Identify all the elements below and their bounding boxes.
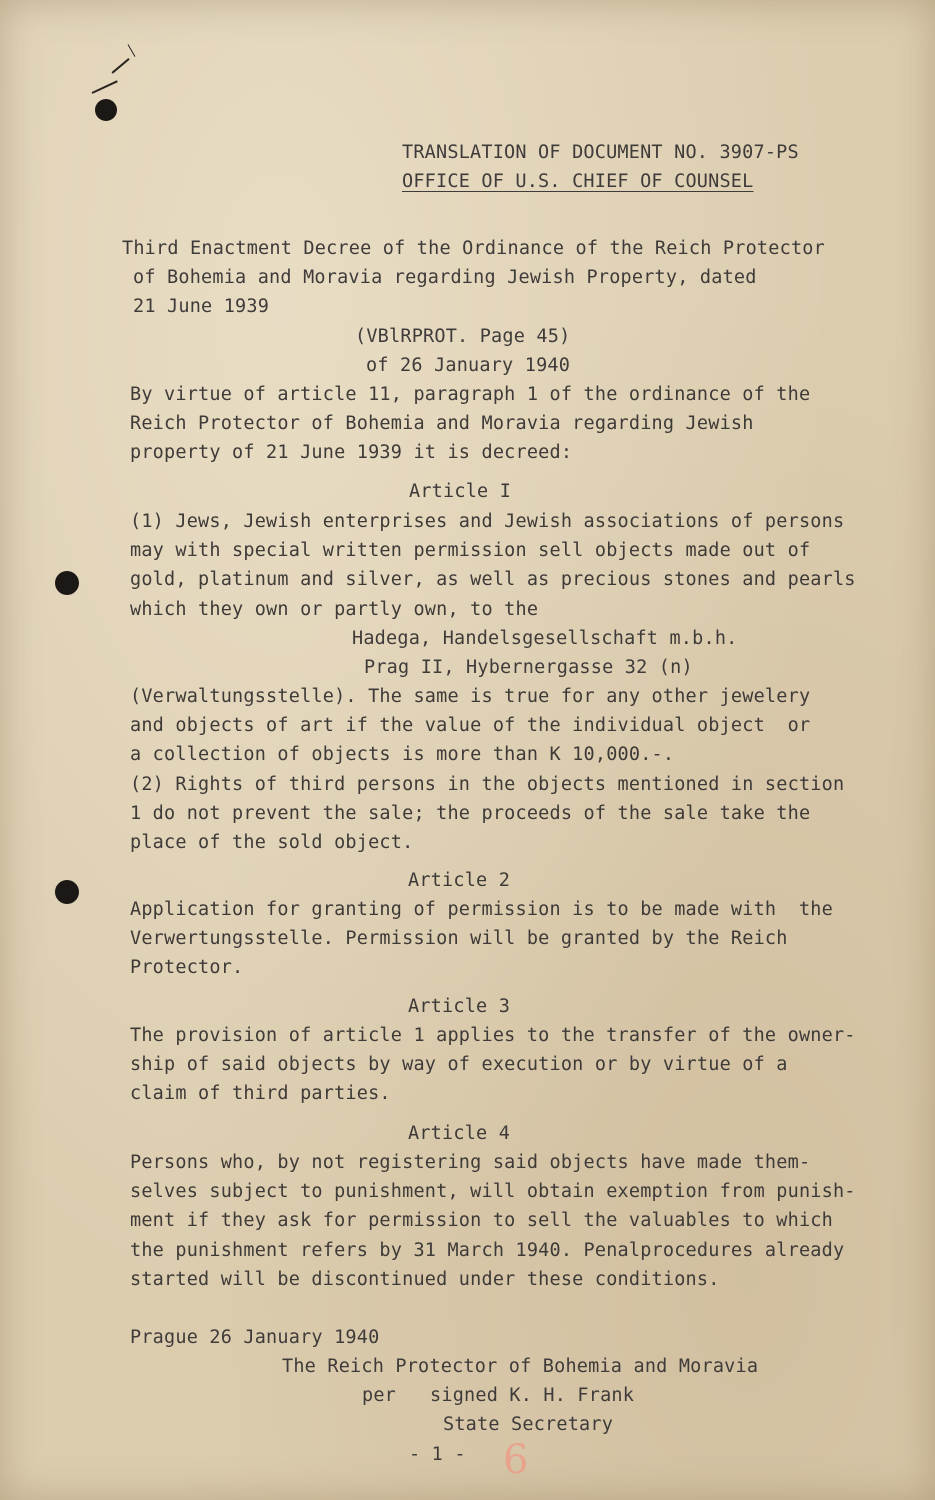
article-1-line: place of the sold object.: [130, 832, 414, 854]
article-2-line: Verwertungsstelle. Permission will be granted by the Reich: [130, 928, 788, 950]
title-date-line: of 26 January 1940: [366, 355, 571, 376]
article-1-line: (Verwaltungsstelle). The same is true for any other jewelery: [130, 686, 811, 707]
article-4-body: [130, 1148, 890, 1294]
title-line-2: of Bohemia and Moravia regarding Jewish Property, dated: [133, 267, 757, 288]
article-2-heading: Article 2: [408, 870, 511, 891]
article-3-line: claim of third parties.: [130, 1083, 391, 1105]
article-4-line: ment if they ask for permission to sell the valuables to which: [130, 1210, 833, 1232]
article-1-line: may with special written permission sell objects made out of: [130, 540, 811, 562]
article-1-heading: Article I: [409, 481, 512, 502]
punch-hole-lower: [55, 880, 79, 904]
preamble: [130, 380, 890, 468]
article-2-body: [130, 895, 890, 983]
article-4-line: Persons who, by not registering said objects have made them-: [130, 1152, 811, 1173]
page-number: - 1 -: [409, 1444, 466, 1465]
article-1-body-a: [130, 507, 890, 624]
closing-signature: per signed K. H. Frank: [362, 1385, 635, 1406]
article-2-line: Protector.: [130, 957, 244, 979]
article-3-body: [130, 1021, 890, 1109]
article-3-heading: Article 3: [408, 996, 511, 1017]
article-1-line: a collection of objects is more than K 10,000.-.: [130, 744, 675, 766]
paper-tear-mark: [92, 80, 118, 94]
preamble-line: Reich Protector of Bohemia and Moravia regarding Jewish: [130, 413, 754, 435]
title-reference: (VBlRPROT. Page 45): [355, 326, 571, 347]
preamble-line: property of 21 June 1939 it is decreed:: [130, 442, 573, 464]
punch-hole-middle: [55, 571, 79, 595]
article-3-line: The provision of article 1 applies to the transfer of the owner-: [130, 1025, 856, 1046]
article-1-line: (1) Jews, Jewish enterprises and Jewish associations of persons: [130, 511, 845, 532]
article-3-line: ship of said objects by way of execution or by virtue of a: [130, 1054, 788, 1076]
title-line-3: 21 June 1939: [133, 296, 270, 317]
article-1-line: (2) Rights of third persons in the objects mentioned in section: [130, 773, 845, 795]
article-2-line: Application for granting of permission is to be made with the: [130, 899, 833, 920]
article-4-line: started will be discontinued under these conditions.: [130, 1268, 720, 1290]
article-4-line: the punishment refers by 31 March 1940. Penalprocedures already: [130, 1239, 845, 1261]
article-1-line: gold, platinum and silver, as well as precious stones and pearls: [130, 569, 856, 591]
article-1-address-line-2: Prag II, Hybernergasse 32 (n): [364, 657, 693, 678]
title-line-1: Third Enactment Decree of the Ordinance of the Reich Protector: [122, 238, 825, 259]
article-1-body-b: [130, 682, 890, 857]
closing-role: State Secretary: [443, 1414, 614, 1435]
header-office-line: OFFICE OF U.S. CHIEF OF COUNSEL: [402, 171, 754, 192]
paper-tear-mark: [128, 44, 136, 57]
article-4-line: selves subject to punishment, will obtain exemption from punish-: [130, 1181, 856, 1203]
closing-authority: The Reich Protector of Bohemia and Moravia: [282, 1356, 759, 1377]
punch-hole-top: [95, 99, 117, 121]
article-1-line: and objects of art if the value of the individual object or: [130, 715, 811, 737]
article-4-heading: Article 4: [408, 1123, 511, 1144]
header-translation-line: TRANSLATION OF DOCUMENT NO. 3907-PS: [402, 142, 799, 163]
preamble-line: By virtue of article 11, paragraph 1 of the ordinance of the: [130, 384, 811, 405]
closing-place-date: Prague 26 January 1940: [130, 1327, 380, 1348]
article-1-line: which they own or partly own, to the: [130, 598, 539, 620]
handwritten-page-mark: 6: [503, 1437, 529, 1483]
article-1-address-line-1: Hadega, Handelsgesellschaft m.b.h.: [352, 628, 738, 649]
article-1-line: 1 do not prevent the sale; the proceeds of the sale take the: [130, 802, 811, 824]
paper-tear-mark: [112, 58, 130, 73]
